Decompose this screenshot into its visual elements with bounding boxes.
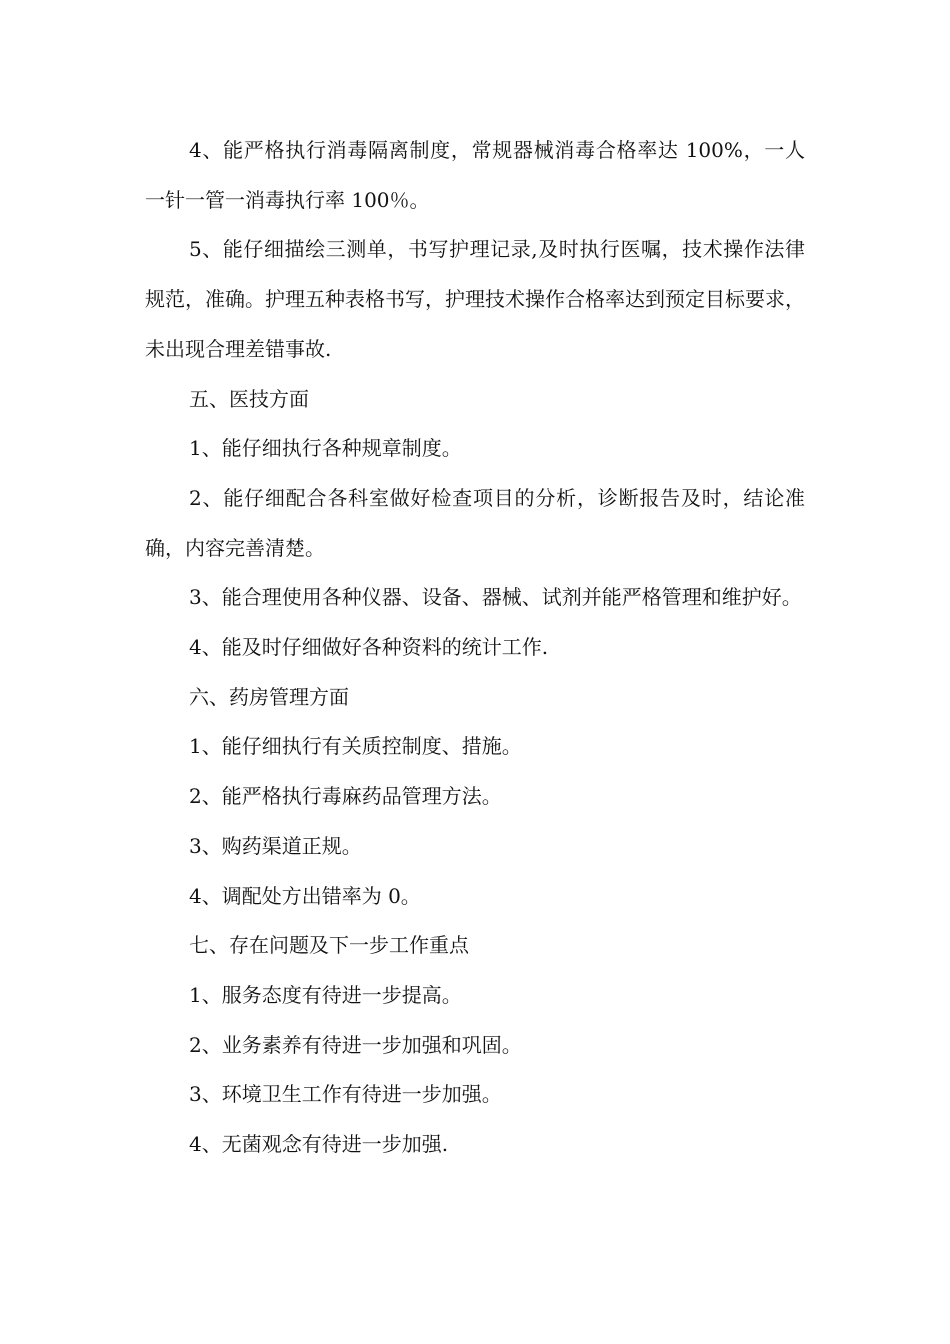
paragraph-statistics: 4、能及时仔细做好各种资料的统计工作. <box>189 635 549 660</box>
paragraph-diagnosis: 2、能仔细配合各科室做好检查项目的分析，诊断报告及时，结论准确，内容完善清楚。 <box>145 485 805 560</box>
paragraph-nursing-records: 5、能仔细描绘三测单，书写护理记录,及时执行医嘱，技术操作法律规范，准确。护理五种表格书写，护理技术操作合格率达到预定目标要求，未出现合理差错事故. <box>145 237 805 361</box>
paragraph-rules: 1、能仔细执行各种规章制度。 <box>189 436 462 461</box>
section-heading-medical-tech: 五、医技方面 <box>189 386 309 411</box>
paragraph-hygiene: 3、环境卫生工作有待进一步加强。 <box>189 1082 502 1107</box>
paragraph-prescription-errors: 4、调配处方出错率为 0。 <box>189 883 421 908</box>
paragraph-disinfection: 4、能严格执行消毒隔离制度，常规器械消毒合格率达 100%，一人一针一管一消毒执行率 100％。 <box>145 138 805 212</box>
paragraph-quality-control: 1、能仔细执行有关质控制度、措施。 <box>189 734 522 759</box>
paragraph-service-attitude: 1、服务态度有待进一步提高。 <box>189 982 462 1007</box>
document-body <box>145 126 805 1170</box>
paragraph-aseptic: 4、无菌观念有待进一步加强. <box>189 1132 449 1157</box>
paragraph-professional-quality: 2、业务素养有待进一步加强和巩固。 <box>189 1032 522 1057</box>
section-heading-problems: 七、存在问题及下一步工作重点 <box>189 933 469 958</box>
section-heading-pharmacy: 六、药房管理方面 <box>189 684 349 709</box>
paragraph-purchasing: 3、购药渠道正规。 <box>189 833 362 858</box>
paragraph-equipment: 3、能合理使用各种仪器、设备、器械、试剂并能严格管理和维护好。 <box>189 585 802 610</box>
paragraph-narcotics: 2、能严格执行毒麻药品管理方法。 <box>189 784 502 809</box>
